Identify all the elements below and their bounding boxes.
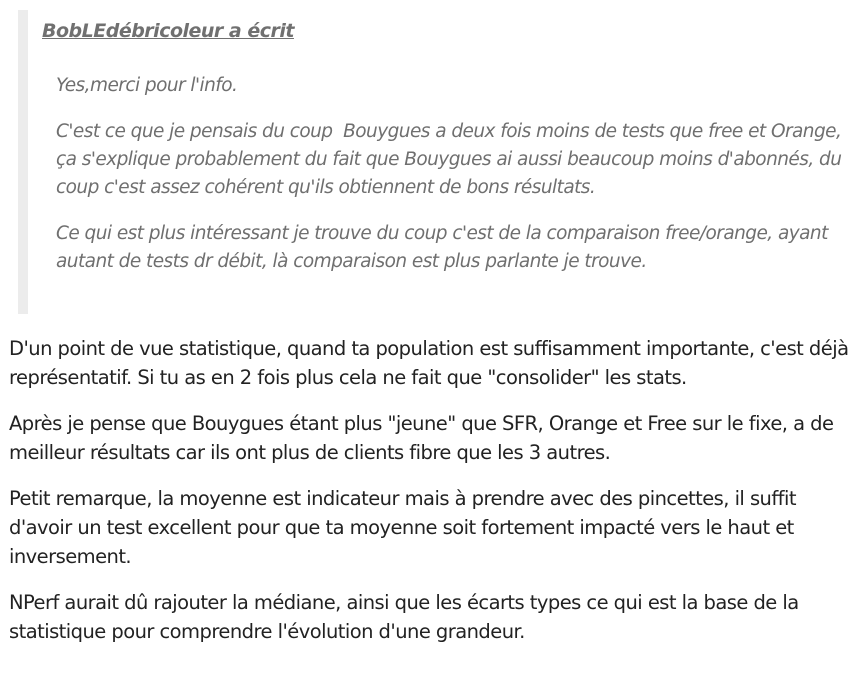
reply-body xyxy=(9,334,859,663)
quote-paragraph: C'est ce que je pensais du coup Bouygues a deux fois moins de tests que free et Orange, ça s'explique probablement du fait que Bouygues ai aussi beaucoup moins d'abonnés, du coup c'est assez cohérent qu'ils obtiennent de bons résultats. xyxy=(56,121,847,198)
reply-paragraph: Petit remarque, la moyenne est indicateur mais à prendre avec des pincettes, il suffit d'avoir un test excellent pour que ta moyenne soit fortement impacté vers le haut et inversement. xyxy=(9,487,796,568)
quote-paragraph: Yes,merci pour l'info. xyxy=(56,75,238,96)
quote-body xyxy=(42,72,848,276)
reply-paragraph: D'un point de vue statistique, quand ta population est suffisamment importante, c'est déjà représentatif. Si tu as en 2 fois plus cela ne fait que "consolider" les stats. xyxy=(9,337,849,389)
quote-author-link[interactable]: BobLEdébricoleur a écrit xyxy=(42,20,294,42)
quote-paragraph: Ce qui est plus intéressant je trouve du coup c'est de la comparaison free/orange, ayant autant de tests dr débit, là comparaison est plus parlante je trouve. xyxy=(56,223,834,272)
reply-paragraph: Après je pense que Bouygues étant plus "jeune" que SFR, Orange et Free sur le fixe, a de meilleur résultats car ils ont plus de clients fibre que les 3 autres. xyxy=(9,412,834,464)
reply-paragraph: NPerf aurait dû rajouter la médiane, ainsi que les écarts types ce qui est la base de la statistique pour comprendre l'évolution d'une grandeur. xyxy=(9,591,799,643)
quoted-message xyxy=(18,10,858,314)
